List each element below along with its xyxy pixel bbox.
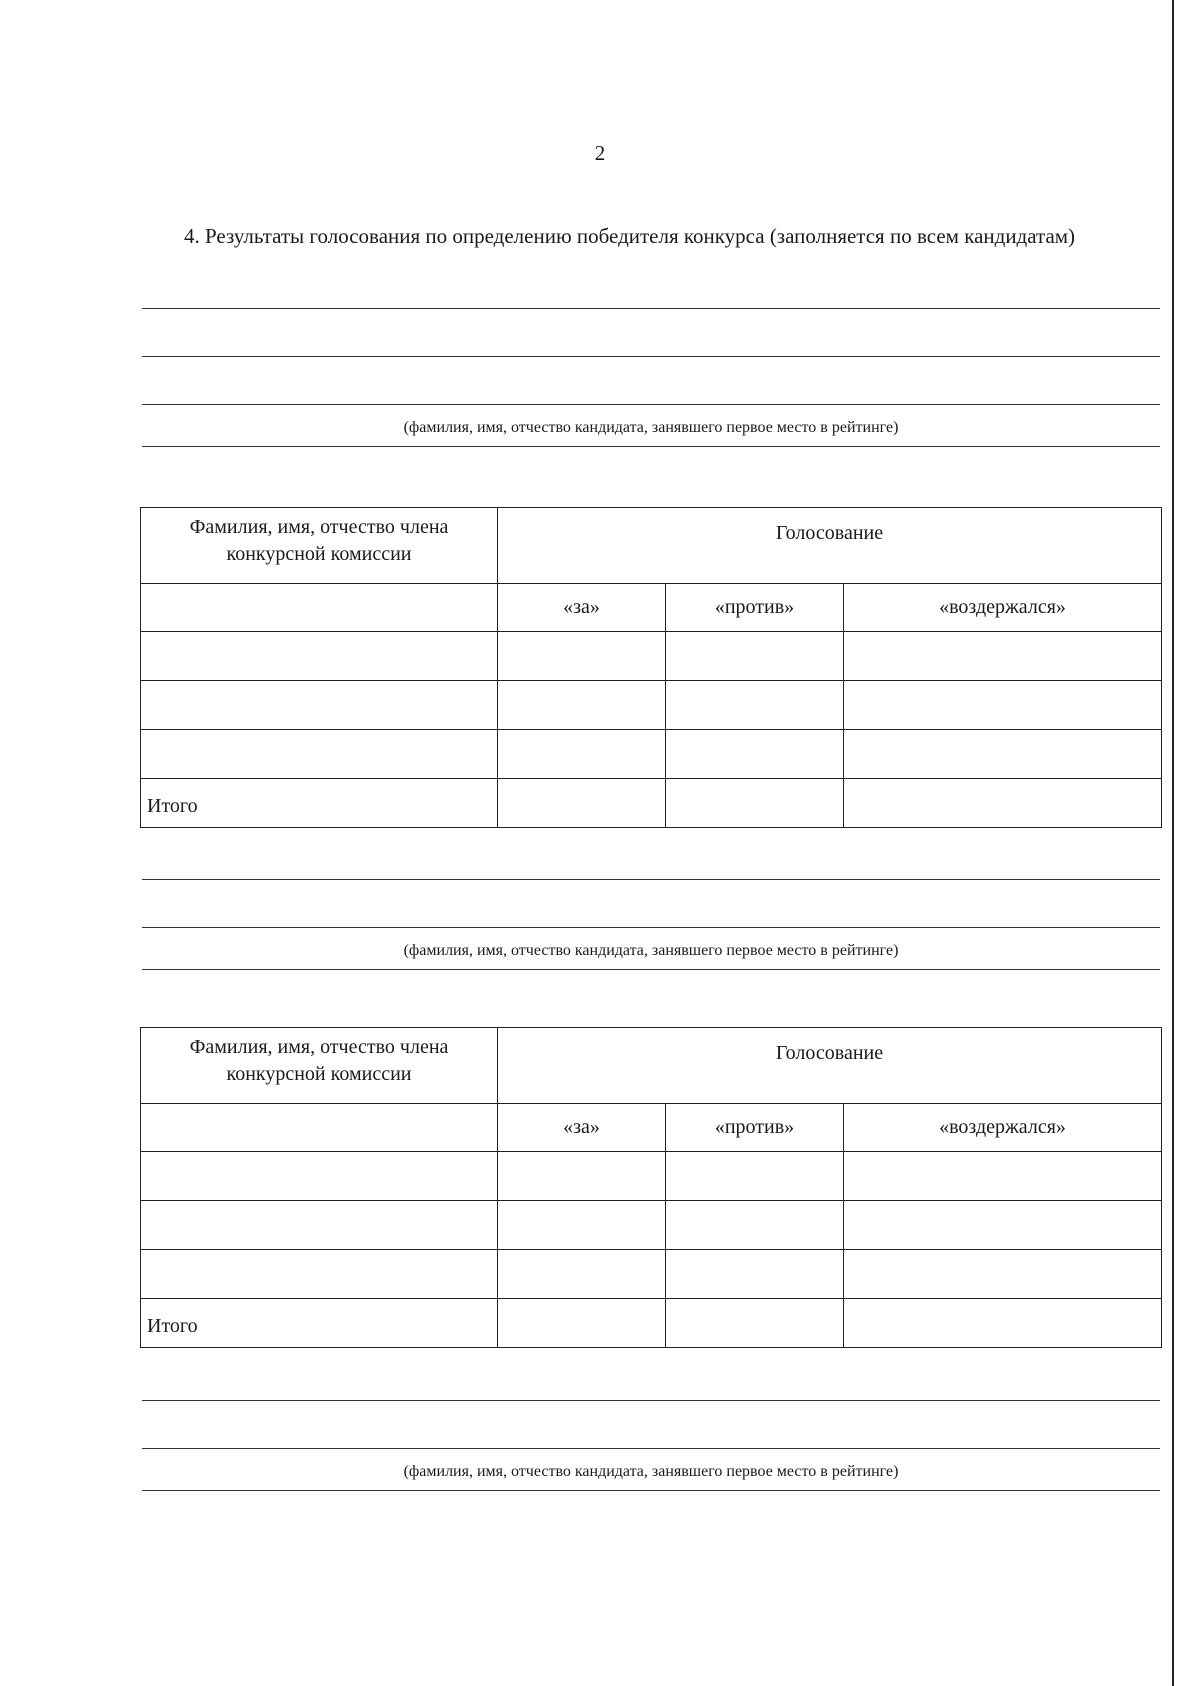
fill-line[interactable] (142, 356, 1160, 357)
option-against-header: «против» (666, 1104, 844, 1152)
voting-table (140, 1027, 1162, 1348)
vote-abstain-cell[interactable] (844, 730, 1162, 779)
total-for-cell[interactable] (498, 1299, 666, 1348)
vote-for-cell[interactable] (498, 1201, 666, 1250)
member-name-cell[interactable] (141, 584, 498, 632)
vote-against-cell[interactable] (666, 1152, 844, 1201)
option-abstain-header: «воздержался» (844, 584, 1162, 632)
section-heading (142, 222, 1140, 250)
member-name-cell[interactable] (141, 1250, 498, 1299)
total-row (141, 779, 1162, 828)
page-number: 2 (594, 141, 606, 165)
fill-line[interactable] (142, 1448, 1160, 1449)
member-name-cell[interactable] (141, 1104, 498, 1152)
fill-line[interactable] (142, 308, 1160, 309)
member-name-cell[interactable] (141, 632, 498, 681)
total-for-cell[interactable] (498, 779, 666, 828)
total-label: Итого (141, 779, 498, 828)
fill-line[interactable] (142, 1490, 1160, 1491)
page-edge-line (1172, 0, 1174, 1686)
vote-abstain-cell[interactable] (844, 681, 1162, 730)
member-name-header: Фамилия, имя, отчество члена конкурсной комиссии (141, 1028, 498, 1104)
candidate-caption: (фамилия, имя, отчество кандидата, занявшего первое место в рейтинге) (403, 419, 899, 436)
member-name-cell[interactable] (141, 1201, 498, 1250)
voting-table (140, 507, 1162, 828)
voting-header: Голосование (498, 508, 1162, 584)
total-label: Итого (141, 1299, 498, 1348)
vote-for-cell[interactable] (498, 730, 666, 779)
vote-against-cell[interactable] (666, 632, 844, 681)
total-against-cell[interactable] (666, 779, 844, 828)
vote-abstain-cell[interactable] (844, 1201, 1162, 1250)
candidate-caption: (фамилия, имя, отчество кандидата, занявшего первое место в рейтинге) (403, 1463, 899, 1480)
member-name-cell[interactable] (141, 730, 498, 779)
fill-line[interactable] (142, 404, 1160, 405)
vote-abstain-cell[interactable] (844, 1152, 1162, 1201)
fill-line[interactable] (142, 1400, 1160, 1401)
vote-for-cell[interactable] (498, 632, 666, 681)
total-abstain-cell[interactable] (844, 1299, 1162, 1348)
candidate-caption: (фамилия, имя, отчество кандидата, занявшего первое место в рейтинге) (403, 942, 899, 959)
vote-against-cell[interactable] (666, 681, 844, 730)
table-row (141, 681, 1162, 730)
member-name-cell[interactable] (141, 1152, 498, 1201)
total-against-cell[interactable] (666, 1299, 844, 1348)
vote-abstain-cell[interactable] (844, 1250, 1162, 1299)
table-row (141, 1201, 1162, 1250)
total-abstain-cell[interactable] (844, 779, 1162, 828)
member-name-cell[interactable] (141, 681, 498, 730)
vote-for-cell[interactable] (498, 1152, 666, 1201)
vote-against-cell[interactable] (666, 1201, 844, 1250)
vote-for-cell[interactable] (498, 1250, 666, 1299)
table-row (141, 730, 1162, 779)
option-for-header: «за» (498, 1104, 666, 1152)
vote-against-cell[interactable] (666, 730, 844, 779)
vote-against-cell[interactable] (666, 1250, 844, 1299)
vote-abstain-cell[interactable] (844, 632, 1162, 681)
fill-line[interactable] (142, 879, 1160, 880)
option-against-header: «против» (666, 584, 844, 632)
voting-header: Голосование (498, 1028, 1162, 1104)
option-for-header: «за» (498, 584, 666, 632)
table-row (141, 1152, 1162, 1201)
fill-line[interactable] (142, 446, 1160, 447)
table-row (141, 632, 1162, 681)
member-name-header: Фамилия, имя, отчество члена конкурсной комиссии (141, 508, 498, 584)
option-abstain-header: «воздержался» (844, 1104, 1162, 1152)
vote-for-cell[interactable] (498, 681, 666, 730)
fill-line[interactable] (142, 969, 1160, 970)
total-row (141, 1299, 1162, 1348)
fill-line[interactable] (142, 927, 1160, 928)
section-heading-text: 4. Результаты голосования по определению победителя конкурса (заполняется по всем кандидатам) (184, 224, 1076, 248)
table-row (141, 1250, 1162, 1299)
